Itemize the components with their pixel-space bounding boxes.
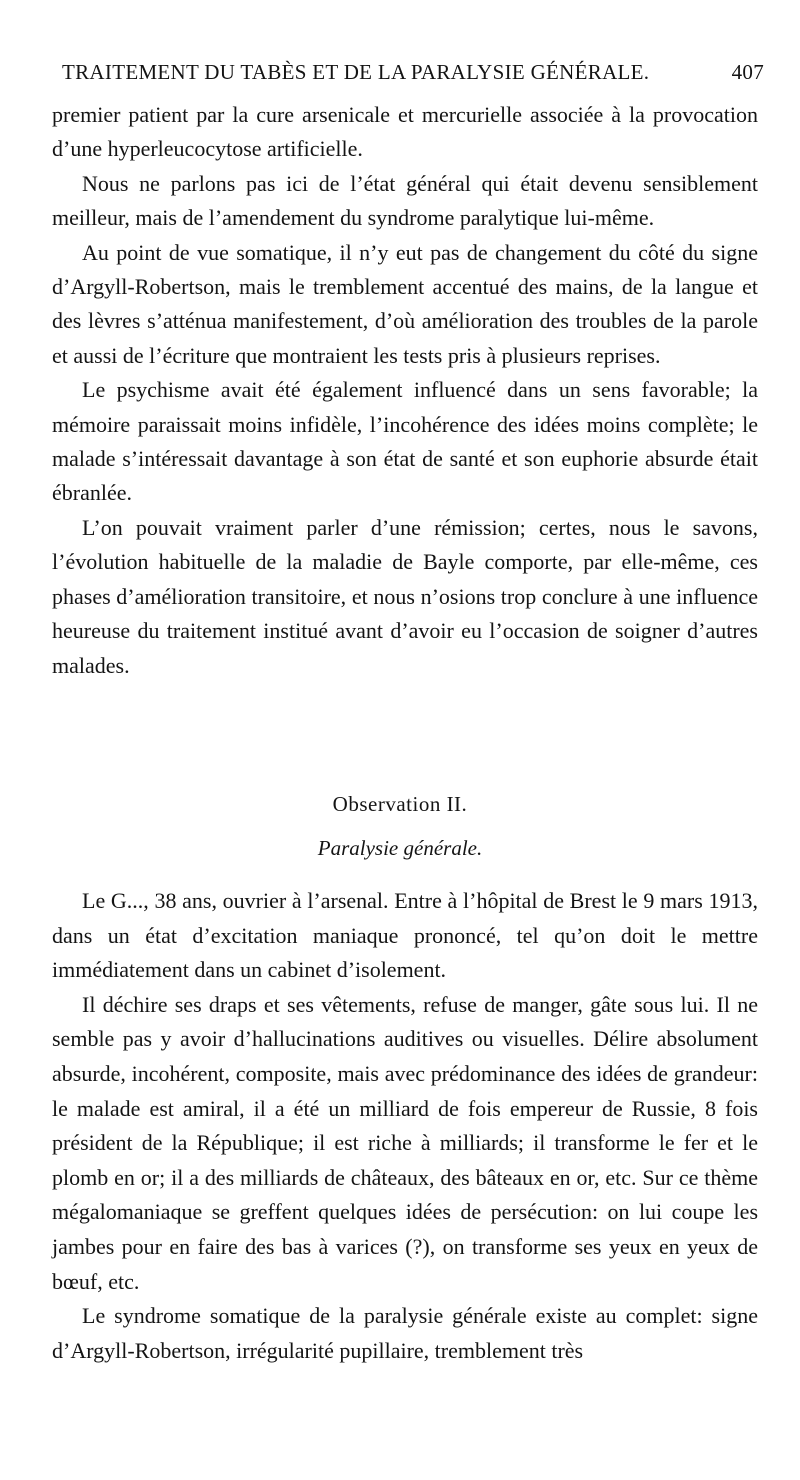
paragraph: Il déchire ses draps et ses vêtements, refuse de manger, gâte sous lui. Il ne semble pas y avoir d’hallucinations auditives ou visuelles. Délire absolument absurde, incohérent, composite, mais avec prédominance des idées de grandeur: le malade est amiral, il a été un milliard de fois empereur de Russie, 8 fois président de la République; il est riche à milliards; il transforme le fer et le plomb en or; il a des milliards de châteaux, des bâteaux en or, etc. Sur ce thème mégalomaniaque se greffent quelques idées de persécution: on lui coupe les jambes pour en faire des bas à varices (?), on transforme ses yeux en yeux de bœuf, etc.: [52, 991, 758, 1294]
paragraph: premier patient par la cure arsenicale et mercurielle associée à la provocation d’une hyperleucocytose artificielle.: [52, 102, 758, 162]
page-number: 407: [731, 60, 764, 84]
observation-heading: Observation II.: [332, 792, 468, 816]
observation-text: [52, 884, 758, 1368]
paragraph: Au point de vue somatique, il n’y eut pas de changement du côté du signe d’Argyll-Robertson, mais le tremblement accentué des mains, de la langue et des lèvres s’atténua manifestement, d’où amélioration des troubles de la parole et aussi de l’écriture que montraient les tests pris à plusieurs reprises.: [52, 239, 758, 368]
running-header: [62, 60, 764, 85]
paragraph: Le psychisme avait été également influencé dans un sens favorable; la mémoire paraissait moins infidèle, l’incohérence des idées moins complète; le malade s’intéressait davantage à son état de santé et son euphorie absurde était ébranlée.: [52, 377, 758, 506]
running-title: TRAITEMENT DU TABÈS ET DE LA PARALYSIE GÉNÉRALE.: [62, 60, 650, 84]
observation-subheading: Paralysie générale.: [317, 836, 483, 860]
paragraph: L’on pouvait vraiment parler d’une rémission; certes, nous le savons, l’évolution habituelle de la maladie de Bayle comporte, par elle-même, ces phases d’amélioration transitoire, et nous n’osions trop conclure à une influence heureuse du traitement institué avant d’avoir eu l’occasion de soigner d’autres malades.: [52, 514, 758, 678]
body-text: [52, 98, 758, 683]
paragraph: Le G..., 38 ans, ouvrier à l’arsenal. Entre à l’hôpital de Brest le 9 mars 1913, dans un état d’excitation maniaque prononcé, tel qu’on doit le mettre immédiatement dans un cabinet d’isolement.: [52, 888, 758, 983]
paragraph: Nous ne parlons pas ici de l’état général qui était devenu sensiblement meilleur, mais de l’amendement du syndrome paralytique lui-même.: [52, 170, 758, 231]
paragraph: Le syndrome somatique de la paralysie générale existe au complet: signe d’Argyll-Robertson, irrégularité pupillaire, tremblement très: [52, 1303, 758, 1363]
